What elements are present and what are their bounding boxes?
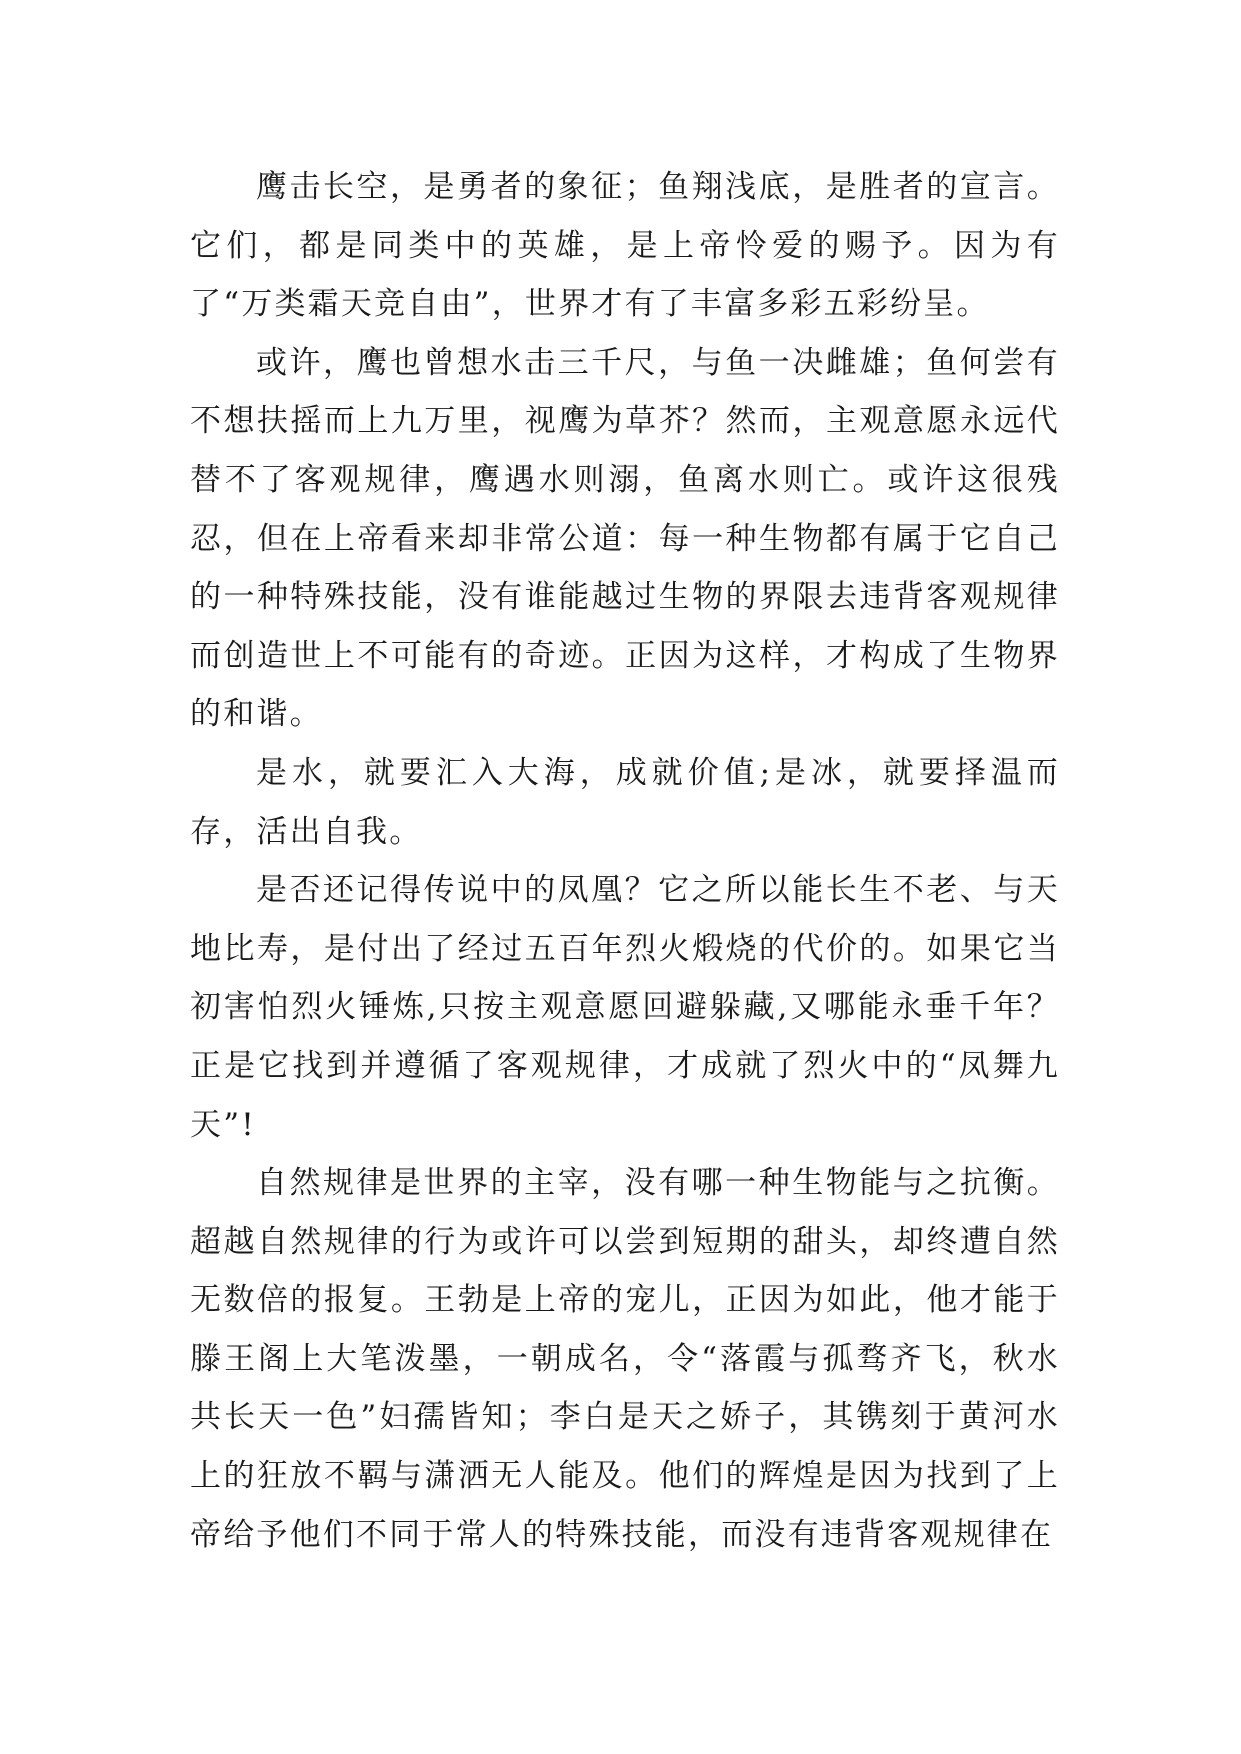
- paragraph-1: 鹰击长空，是勇者的象征；鱼翔浅底，是胜者的宣言。它们，都是同类中的英雄，是上帝怜爱的赐予。因为有了“万类霜天竞自由”，世界才有了丰富多彩五彩纷呈。: [190, 169, 1060, 323]
- essay-body: [190, 158, 1060, 1564]
- paragraph-3: 是水，就要汇入大海，成就价值;是冰，就要择温而存，活出自我。: [190, 754, 1060, 850]
- paragraph-5: 自然规律是世界的主宰，没有哪一种生物能与之抗衡。超越自然规律的行为或许可以尝到短期的甜头，却终遭自然无数倍的报复。王勃是上帝的宠儿，正因为如此，他才能于滕王阁上大笔泼墨，一朝成名，令“落霞与孤骛齐飞，秋水共长天一色”妇孺皆知；李白是天之娇子，其镌刻于黄河水上的狂放不羁与潇洒无人能及。他们的辉煌是因为找到了上帝给予他们不同于常人的特殊技能，而没有违背客观规律在: [190, 1165, 1060, 1553]
- paragraph-2: 或许，鹰也曾想水击三千尺，与鱼一决雌雄；鱼何尝有不想扶摇而上九万里，视鹰为草芥？然而，主观意愿永远代替不了客观规律，鹰遇水则溺，鱼离水则亡。或许这很残忍，但在上帝看来却非常公道：每一种生物都有属于它自己的一种特殊技能，没有谁能越过生物的界限去违背客观规律而创造世上不可能有的奇迹。正因为这样，才构成了生物界的和谐。: [190, 344, 1060, 733]
- paragraph-4: 是否还记得传说中的凤凰？它之所以能长生不老、与天地比寿，是付出了经过五百年烈火煅烧的代价的。如果它当初害怕烈火锤炼,只按主观意愿回避躲藏,又哪能永垂千年？正是它找到并遵循了客观规律，才成就了烈火中的“凤舞九天”!: [190, 872, 1060, 1143]
